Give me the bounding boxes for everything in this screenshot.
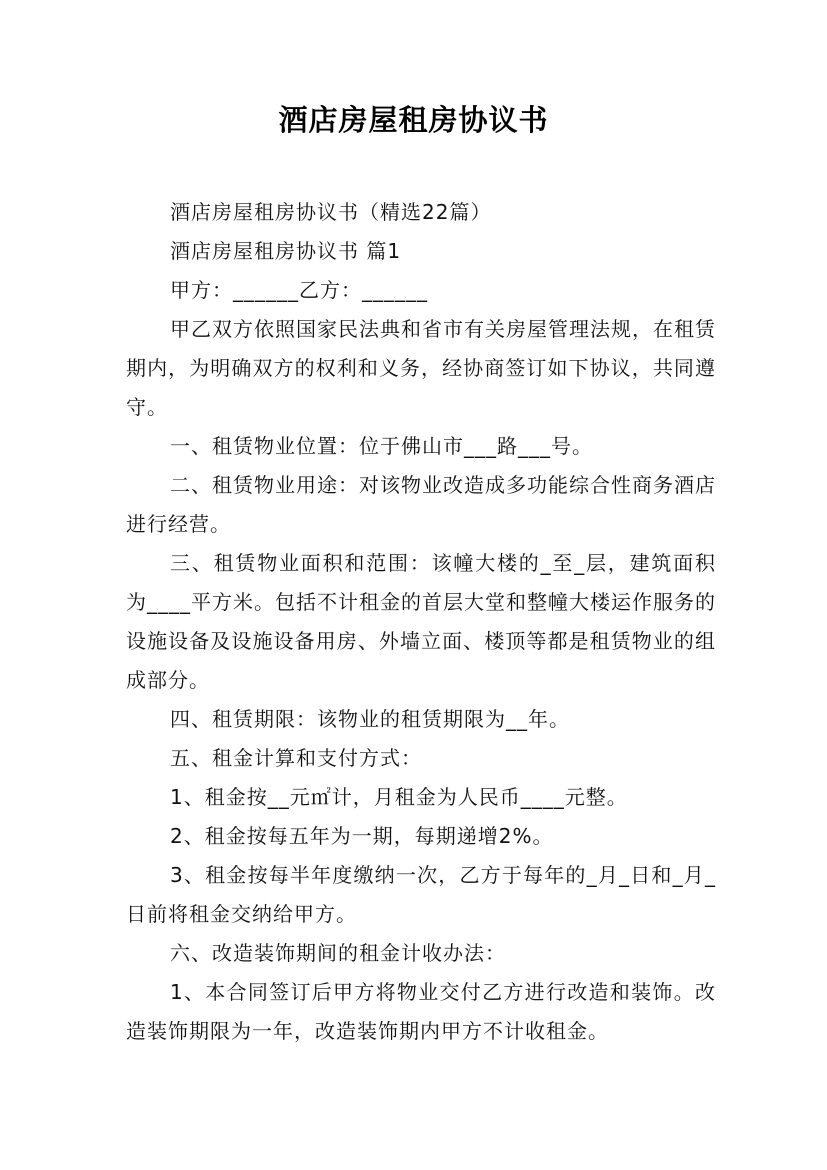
paragraph-parties: 甲方：______乙方：______: [170, 278, 428, 302]
paragraph-clause-1: 一、租赁物业位置：位于佛山市___路___号。: [170, 434, 593, 458]
paragraph-section-heading: 酒店房屋租房协议书 篇1: [170, 239, 402, 263]
paragraph-clause-5-item-1: 1、租金按__元㎡计，月租金为人民币____元整。: [170, 785, 628, 809]
paragraph-clause-3: 三、租赁物业面积和范围：该幢大楼的_至_层，建筑面积为____平方米。包括不计租金的首层大堂和整幢大楼运作服务的设施设备及设施设备用房、外墙立面、楼顶等都是租赁物业的组成部分。: [126, 551, 716, 692]
paragraph-clause-4: 四、租赁期限：该物业的租赁期限为__年。: [170, 707, 570, 731]
paragraph-preamble: 甲乙双方依照国家民法典和省市有关房屋管理法规，在租赁期内，为明确双方的权利和义务，经协商签订如下协议，共同遵守。: [126, 317, 716, 419]
document-body: [126, 193, 716, 1051]
document-title: 酒店房屋租房协议书: [278, 103, 549, 137]
paragraph-subtitle: 酒店房屋租房协议书（精选22篇）: [170, 200, 492, 224]
paragraph-clause-5-item-2: 2、租金按每五年为一期，每期递增2%。: [170, 824, 554, 848]
paragraph-clause-5: 五、租金计算和支付方式：: [170, 746, 422, 770]
paragraph-clause-5-item-3: 3、租金按每半年度缴纳一次，乙方于每年的_月_日和_月_日前将租金交纳给甲方。: [126, 863, 716, 926]
paragraph-clause-6: 六、改造装饰期间的租金计收办法：: [170, 941, 506, 965]
paragraph-clause-6-item-1: 1、本合同签订后甲方将物业交付乙方进行改造和装饰。改造装饰期限为一年，改造装饰期内甲方不计收租金。: [126, 980, 716, 1043]
paragraph-clause-2: 二、租赁物业用途：对该物业改造成多功能综合性商务酒店进行经营。: [126, 473, 716, 536]
